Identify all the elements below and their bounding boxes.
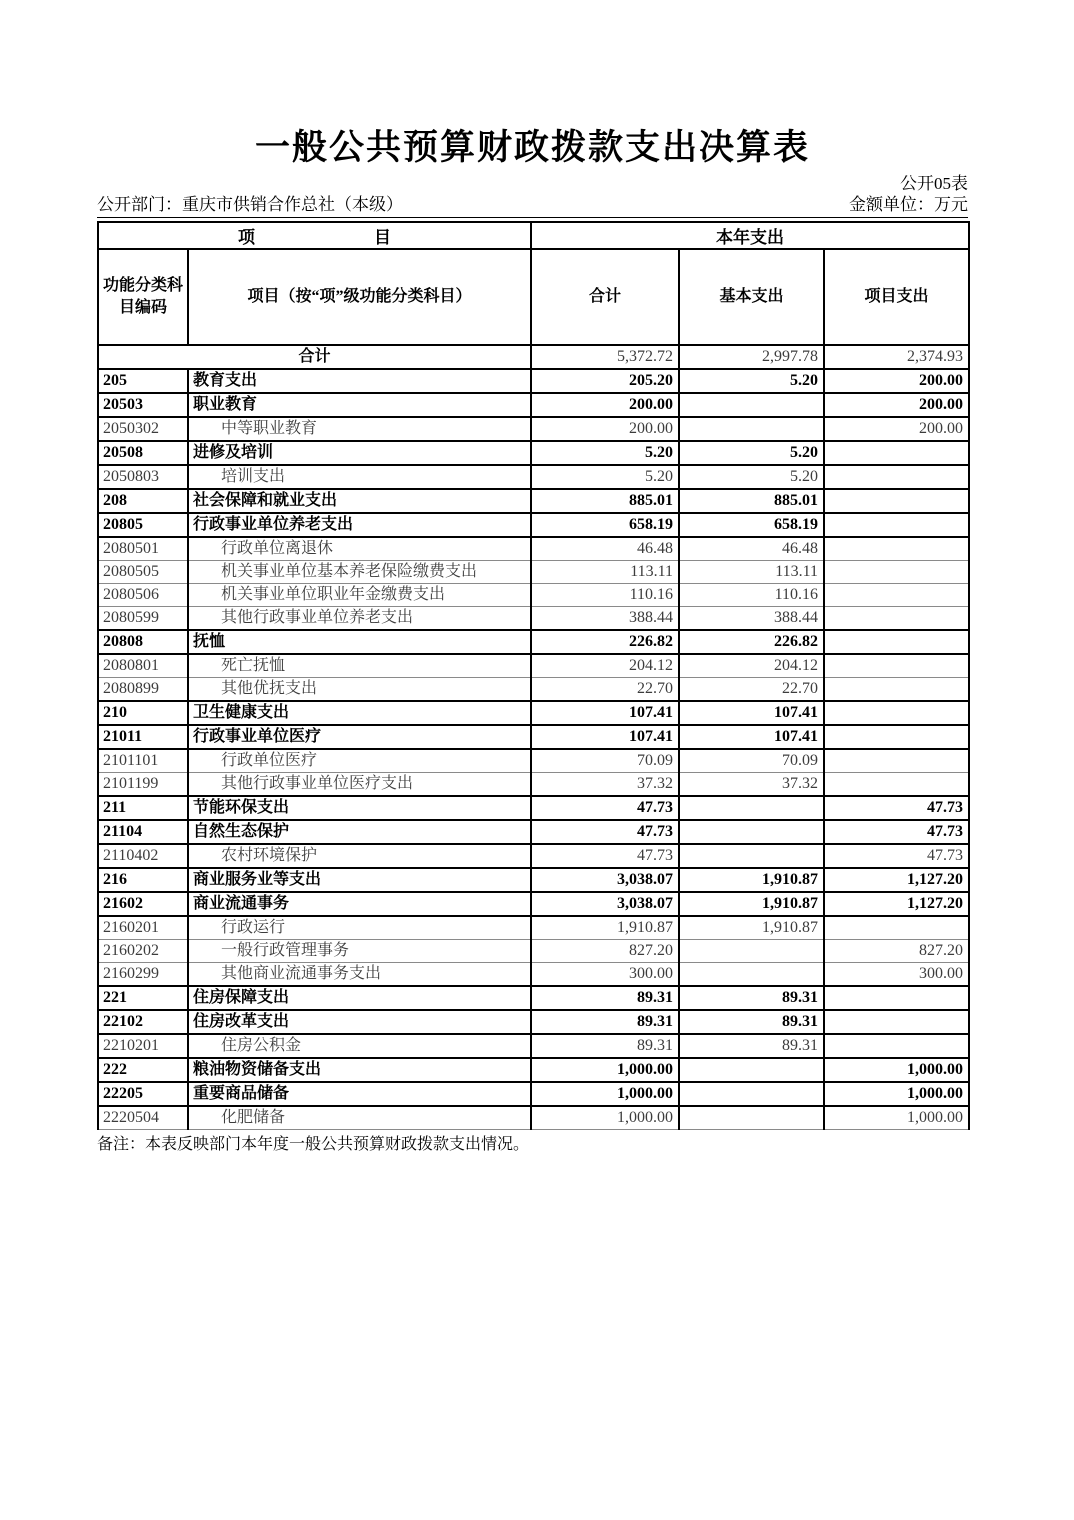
cell-code: 2210201: [98, 1034, 188, 1058]
cell-total: 204.12: [531, 654, 679, 678]
cell-item-name: 其他行政事业单位医疗支出: [188, 773, 531, 797]
cell-total: 200.00: [531, 417, 679, 441]
cell-project: [824, 1034, 969, 1058]
table-row: [98, 369, 969, 393]
table-row: [98, 1034, 969, 1058]
meta-row: [97, 194, 968, 218]
cell-item-name: 抚恤: [188, 630, 531, 654]
document-content: [97, 0, 968, 1155]
cell-item-name: 机关事业单位职业年金缴费支出: [188, 584, 531, 607]
cell-code: 2080501: [98, 537, 188, 561]
cell-project: [824, 584, 969, 607]
cell-code: 2101101: [98, 749, 188, 773]
cell-item-name: 行政运行: [188, 916, 531, 940]
cell-code: 211: [98, 796, 188, 820]
cell-code: 21104: [98, 820, 188, 844]
grand-total-row: [98, 345, 969, 369]
table-row: [98, 963, 969, 987]
cell-total: 827.20: [531, 940, 679, 963]
cell-total: 5.20: [531, 441, 679, 465]
cell-code: 21011: [98, 725, 188, 749]
cell-code: 2080801: [98, 654, 188, 678]
cell-item-name: 自然生态保护: [188, 820, 531, 844]
cell-project: 1,127.20: [824, 868, 969, 892]
cell-total: 113.11: [531, 561, 679, 584]
table-row: [98, 940, 969, 963]
cell-project: [824, 773, 969, 797]
table-row: [98, 537, 969, 561]
cell-item-name: 社会保障和就业支出: [188, 489, 531, 513]
column-header-basic: 基本支出: [679, 249, 824, 345]
grand-total-total: 5,372.72: [531, 345, 679, 369]
cell-code: 2160202: [98, 940, 188, 963]
cell-total: 46.48: [531, 537, 679, 561]
cell-total: 205.20: [531, 369, 679, 393]
cell-basic: 89.31: [679, 1034, 824, 1058]
table-row: [98, 417, 969, 441]
cell-basic: 1,910.87: [679, 916, 824, 940]
table-row: [98, 868, 969, 892]
table-row: [98, 773, 969, 797]
cell-basic: [679, 1106, 824, 1130]
cell-project: [824, 654, 969, 678]
cell-basic: 37.32: [679, 773, 824, 797]
cell-code: 22205: [98, 1082, 188, 1106]
cell-code: 208: [98, 489, 188, 513]
header-columns-row: [98, 249, 969, 345]
table-row: [98, 393, 969, 417]
cell-total: 1,000.00: [531, 1082, 679, 1106]
table-row: [98, 916, 969, 940]
cell-item-name: 住房公积金: [188, 1034, 531, 1058]
grand-total-label: 合计: [98, 345, 531, 369]
table-row: [98, 1106, 969, 1130]
cell-basic: 107.41: [679, 701, 824, 725]
cell-item-name: 教育支出: [188, 369, 531, 393]
cell-total: 3,038.07: [531, 892, 679, 916]
cell-item-name: 农村环境保护: [188, 844, 531, 868]
cell-code: 216: [98, 868, 188, 892]
table-row: [98, 892, 969, 916]
table-row: [98, 654, 969, 678]
cell-basic: [679, 1082, 824, 1106]
cell-code: 210: [98, 701, 188, 725]
table-row: [98, 1010, 969, 1034]
cell-basic: 226.82: [679, 630, 824, 654]
cell-item-name: 卫生健康支出: [188, 701, 531, 725]
cell-basic: 5.20: [679, 441, 824, 465]
cell-basic: 388.44: [679, 607, 824, 631]
cell-basic: [679, 820, 824, 844]
cell-item-name: 行政事业单位医疗: [188, 725, 531, 749]
cell-code: 2080899: [98, 678, 188, 702]
cell-item-name: 节能环保支出: [188, 796, 531, 820]
cell-project: [824, 630, 969, 654]
cell-item-name: 化肥储备: [188, 1106, 531, 1130]
cell-code: 2101199: [98, 773, 188, 797]
cell-total: 47.73: [531, 844, 679, 868]
cell-item-name: 中等职业教育: [188, 417, 531, 441]
table-row: [98, 630, 969, 654]
cell-basic: [679, 393, 824, 417]
cell-code: 22102: [98, 1010, 188, 1034]
cell-project: [824, 986, 969, 1010]
cell-basic: 658.19: [679, 513, 824, 537]
cell-total: 885.01: [531, 489, 679, 513]
table-row: [98, 678, 969, 702]
cell-basic: 1,910.87: [679, 892, 824, 916]
cell-code: 2050302: [98, 417, 188, 441]
cell-basic: 1,910.87: [679, 868, 824, 892]
cell-project: [824, 561, 969, 584]
cell-code: 20503: [98, 393, 188, 417]
grand-total-project: 2,374.93: [824, 345, 969, 369]
cell-code: 205: [98, 369, 188, 393]
cell-project: 1,000.00: [824, 1058, 969, 1082]
cell-project: 200.00: [824, 393, 969, 417]
cell-total: 1,910.87: [531, 916, 679, 940]
cell-basic: 22.70: [679, 678, 824, 702]
cell-item-name: 住房保障支出: [188, 986, 531, 1010]
cell-project: [824, 916, 969, 940]
cell-item-name: 粮油物资储备支出: [188, 1058, 531, 1082]
cell-code: 2220504: [98, 1106, 188, 1130]
header-group-item: 项 目: [98, 222, 531, 249]
table-row: [98, 844, 969, 868]
cell-total: 89.31: [531, 1034, 679, 1058]
cell-item-name: 行政单位离退休: [188, 537, 531, 561]
cell-basic: 5.20: [679, 369, 824, 393]
cell-project: [824, 607, 969, 631]
column-header-project: 项目支出: [824, 249, 969, 345]
table-row: [98, 701, 969, 725]
cell-total: 226.82: [531, 630, 679, 654]
cell-project: 200.00: [824, 369, 969, 393]
cell-total: 70.09: [531, 749, 679, 773]
cell-item-name: 进修及培训: [188, 441, 531, 465]
cell-project: [824, 489, 969, 513]
column-header-item: 项目（按“项”级功能分类科目）: [188, 249, 531, 345]
cell-basic: 110.16: [679, 584, 824, 607]
cell-item-name: 一般行政管理事务: [188, 940, 531, 963]
cell-basic: [679, 796, 824, 820]
table-row: [98, 465, 969, 489]
cell-project: [824, 701, 969, 725]
table-number: 公开05表: [900, 174, 968, 194]
cell-project: 1,127.20: [824, 892, 969, 916]
table-row: [98, 513, 969, 537]
cell-project: [824, 537, 969, 561]
cell-code: 2160299: [98, 963, 188, 987]
column-header-code: 功能分类科目编码: [98, 249, 188, 345]
cell-project: 1,000.00: [824, 1106, 969, 1130]
cell-project: [824, 441, 969, 465]
cell-project: [824, 725, 969, 749]
cell-item-name: 死亡抚恤: [188, 654, 531, 678]
table-row: [98, 796, 969, 820]
cell-item-name: 商业服务业等支出: [188, 868, 531, 892]
table-body: [98, 345, 969, 1130]
cell-code: 222: [98, 1058, 188, 1082]
fiscal-table: [97, 221, 970, 1130]
cell-code: 2050803: [98, 465, 188, 489]
cell-project: 200.00: [824, 417, 969, 441]
cell-project: [824, 749, 969, 773]
cell-code: 2080599: [98, 607, 188, 631]
cell-code: 20805: [98, 513, 188, 537]
table-row: [98, 1082, 969, 1106]
table-head: [98, 222, 969, 345]
cell-basic: [679, 844, 824, 868]
cell-basic: [679, 940, 824, 963]
table-row: [98, 607, 969, 631]
cell-basic: 107.41: [679, 725, 824, 749]
cell-basic: [679, 963, 824, 987]
cell-item-name: 行政事业单位养老支出: [188, 513, 531, 537]
cell-item-name: 住房改革支出: [188, 1010, 531, 1034]
cell-basic: [679, 417, 824, 441]
cell-code: 2080505: [98, 561, 188, 584]
header-group-row: [98, 222, 969, 249]
cell-total: 89.31: [531, 1010, 679, 1034]
cell-total: 107.41: [531, 725, 679, 749]
cell-item-name: 商业流通事务: [188, 892, 531, 916]
cell-item-name: 行政单位医疗: [188, 749, 531, 773]
cell-total: 47.73: [531, 820, 679, 844]
cell-code: 2080506: [98, 584, 188, 607]
table-row: [98, 725, 969, 749]
cell-project: 827.20: [824, 940, 969, 963]
cell-total: 1,000.00: [531, 1106, 679, 1130]
cell-code: 2110402: [98, 844, 188, 868]
cell-code: 21602: [98, 892, 188, 916]
table-row: [98, 820, 969, 844]
cell-total: 1,000.00: [531, 1058, 679, 1082]
cell-total: 47.73: [531, 796, 679, 820]
cell-project: 47.73: [824, 820, 969, 844]
cell-project: 1,000.00: [824, 1082, 969, 1106]
cell-project: 300.00: [824, 963, 969, 987]
unit-label: 金额单位：万元: [849, 195, 968, 215]
cell-basic: 70.09: [679, 749, 824, 773]
cell-item-name: 重要商品储备: [188, 1082, 531, 1106]
cell-total: 658.19: [531, 513, 679, 537]
cell-basic: 204.12: [679, 654, 824, 678]
cell-project: [824, 1010, 969, 1034]
footnote: 备注：本表反映部门本年度一般公共预算财政拨款支出情况。: [97, 1136, 530, 1154]
cell-total: 107.41: [531, 701, 679, 725]
cell-item-name: 职业教育: [188, 393, 531, 417]
cell-total: 110.16: [531, 584, 679, 607]
table-row: [98, 441, 969, 465]
cell-total: 300.00: [531, 963, 679, 987]
cell-code: 20508: [98, 441, 188, 465]
cell-item-name: 其他行政事业单位养老支出: [188, 607, 531, 631]
cell-project: [824, 513, 969, 537]
cell-total: 3,038.07: [531, 868, 679, 892]
table-row: [98, 749, 969, 773]
cell-code: 221: [98, 986, 188, 1010]
cell-total: 388.44: [531, 607, 679, 631]
cell-total: 37.32: [531, 773, 679, 797]
grand-total-basic: 2,997.78: [679, 345, 824, 369]
cell-code: 20808: [98, 630, 188, 654]
table-row: [98, 489, 969, 513]
cell-item-name: 机关事业单位基本养老保险缴费支出: [188, 561, 531, 584]
cell-basic: [679, 1058, 824, 1082]
page-title: 一般公共预算财政拨款支出决算表: [254, 128, 810, 167]
column-header-total: 合计: [531, 249, 679, 345]
cell-project: [824, 465, 969, 489]
cell-project: 47.73: [824, 844, 969, 868]
cell-basic: 113.11: [679, 561, 824, 584]
cell-project: [824, 678, 969, 702]
table-row: [98, 986, 969, 1010]
table-row: [98, 561, 969, 584]
cell-total: 89.31: [531, 986, 679, 1010]
cell-basic: 46.48: [679, 537, 824, 561]
cell-basic: 885.01: [679, 489, 824, 513]
cell-total: 200.00: [531, 393, 679, 417]
cell-basic: 89.31: [679, 986, 824, 1010]
table-row: [98, 1058, 969, 1082]
header-group-year: 本年支出: [531, 222, 969, 249]
cell-basic: 89.31: [679, 1010, 824, 1034]
cell-item-name: 其他优抚支出: [188, 678, 531, 702]
cell-project: 47.73: [824, 796, 969, 820]
table-row: [98, 584, 969, 607]
cell-total: 5.20: [531, 465, 679, 489]
cell-basic: 5.20: [679, 465, 824, 489]
cell-item-name: 其他商业流通事务支出: [188, 963, 531, 987]
cell-code: 2160201: [98, 916, 188, 940]
cell-item-name: 培训支出: [188, 465, 531, 489]
cell-total: 22.70: [531, 678, 679, 702]
department-label: 公开部门：重庆市供销合作总社（本级）: [97, 195, 403, 215]
